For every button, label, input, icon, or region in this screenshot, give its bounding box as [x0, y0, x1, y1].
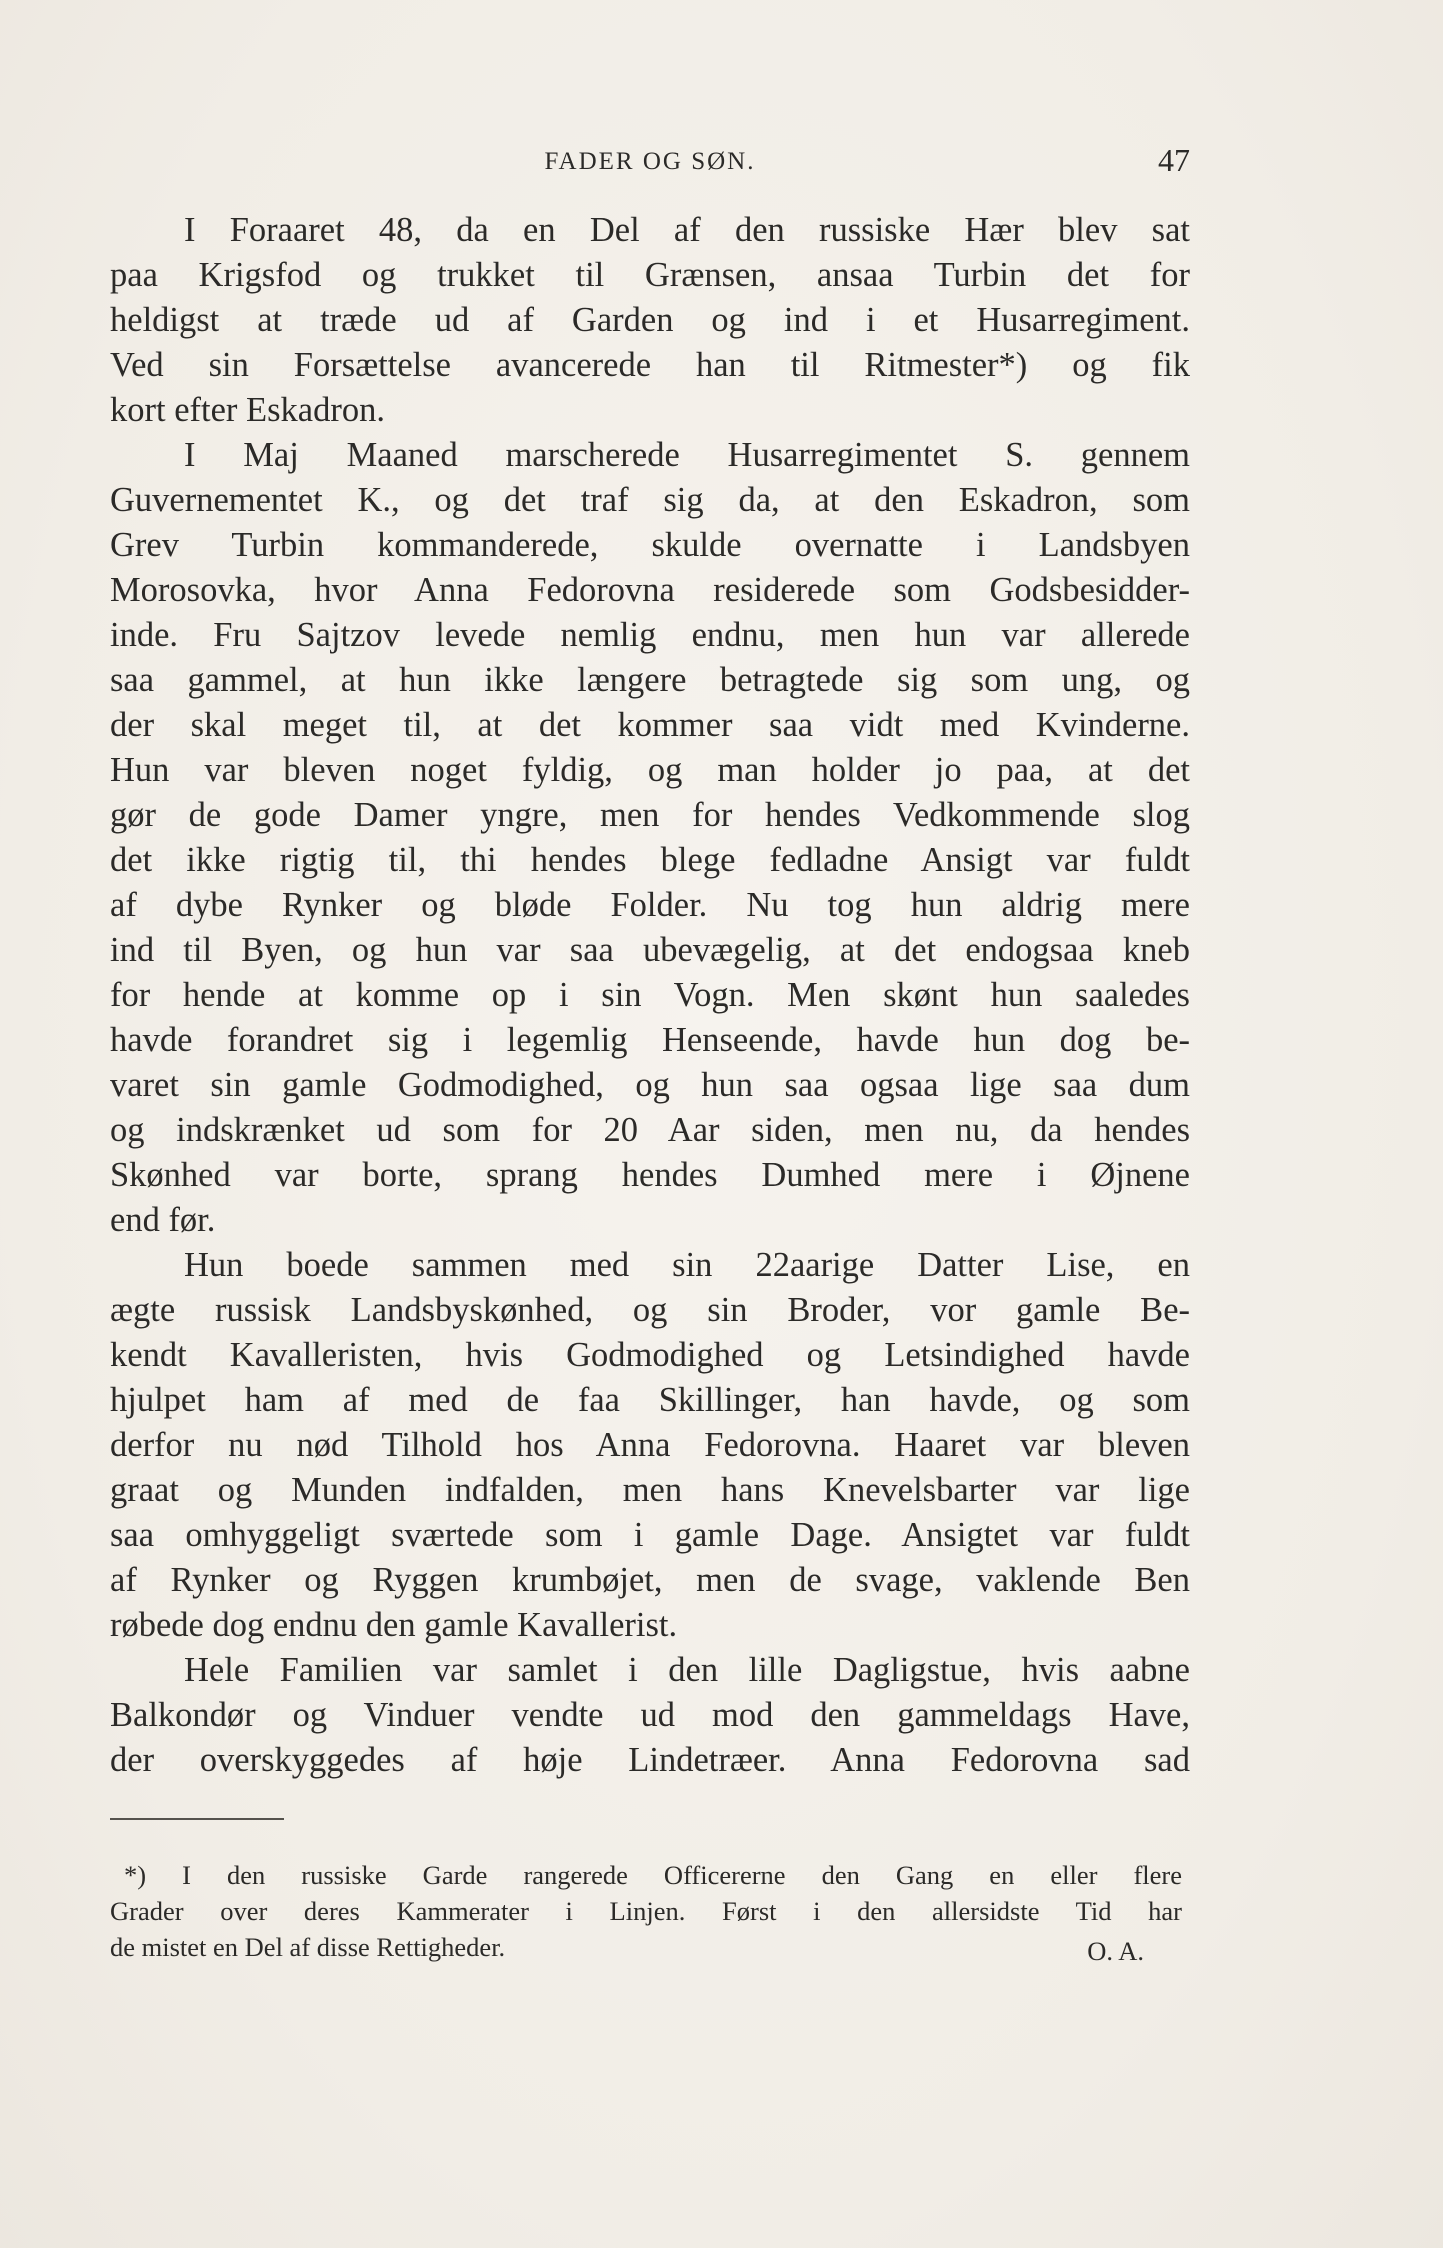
- text-line: der skal meget til, at det kommer saa vidt med Kvinderne.: [110, 706, 1190, 744]
- body-text: [110, 208, 1190, 1783]
- text-line: I Foraaret 48, da en Del af den russiske Hær blev sat: [184, 211, 1190, 249]
- text-line: derfor nu nød Tilhold hos Anna Fedorovna. Haaret var bleven: [110, 1426, 1190, 1464]
- text-line: paa Krigsfod og trukket til Grænsen, ansaa Turbin det for: [110, 256, 1190, 294]
- text-line: Ved sin Forsættelse avancerede han til Ritmester*) og fik: [110, 346, 1190, 384]
- text-line: det ikke rigtig til, thi hendes blege fedladne Ansigt var fuldt: [110, 841, 1190, 879]
- text-line: røbede dog endnu den gamle Kavallerist.: [110, 1606, 678, 1644]
- text-line: Skønhed var borte, sprang hendes Dumhed mere i Øjnene: [110, 1156, 1190, 1194]
- text-line: Hele Familien var samlet i den lille Dagligstue, hvis aabne: [184, 1651, 1190, 1689]
- page-header: [110, 142, 1190, 182]
- text-line: der overskyggedes af høje Lindetræer. Anna Fedorovna sad: [110, 1741, 1190, 1779]
- footnote-rule: [110, 1818, 284, 1820]
- text-line: Morosovka, hvor Anna Fedorovna residerede som Godsbesidder-: [110, 571, 1190, 609]
- text-line: saa gammel, at hun ikke længere betragtede sig som ung, og: [110, 661, 1190, 699]
- text-line: Hun boede sammen med sin 22aarige Datter Lise, en: [184, 1246, 1190, 1284]
- text-line: gør de gode Damer yngre, men for hendes Vedkommende slog: [110, 796, 1190, 834]
- text-line: I Maj Maaned marscherede Husarregimentet S. gennem: [184, 436, 1190, 474]
- text-line: Grev Turbin kommanderede, skulde overnatte i Landsbyen: [110, 526, 1190, 564]
- text-line: varet sin gamle Godmodighed, og hun saa ogsaa lige saa dum: [110, 1066, 1190, 1104]
- footnote: [110, 1857, 1182, 1965]
- text-line: og indskrænket ud som for 20 Aar siden, men nu, da hendes: [110, 1111, 1190, 1149]
- text-line: end før.: [110, 1201, 216, 1239]
- footnote-line: *) I den russiske Garde rangerede Officererne den Gang en eller flere: [124, 1860, 1182, 1890]
- text-line: Balkondør og Vinduer vendte ud mod den gammeldags Have,: [110, 1696, 1190, 1734]
- text-line: ægte russisk Landsbyskønhed, og sin Broder, vor gamle Be-: [110, 1291, 1190, 1329]
- text-line: heldigst at træde ud af Garden og ind i et Husarregiment.: [110, 301, 1190, 339]
- text-line: kort efter Eskadron.: [110, 391, 385, 429]
- footnote-line: Grader over deres Kammerater i Linjen. Først i den allersidste Tid har: [110, 1896, 1182, 1926]
- text-line: Hun var bleven noget fyldig, og man holder jo paa, at det: [110, 751, 1190, 789]
- text-line: Guvernementet K., og det traf sig da, at den Eskadron, som: [110, 481, 1190, 519]
- text-line: kendt Kavalleristen, hvis Godmodighed og Letsindighed havde: [110, 1336, 1190, 1374]
- text-line: graat og Munden indfalden, men hans Knevelsbarter var lige: [110, 1471, 1190, 1509]
- page-number: 47: [1158, 142, 1190, 178]
- text-line: inde. Fru Sajtzov levede nemlig endnu, men hun var allerede: [110, 616, 1190, 654]
- text-line: for hende at komme op i sin Vogn. Men skønt hun saaledes: [110, 976, 1190, 1014]
- running-title: FADER OG SØN.: [544, 148, 756, 175]
- text-line: havde forandret sig i legemlig Henseende, havde hun dog be-: [110, 1021, 1190, 1059]
- text-line: af dybe Rynker og bløde Folder. Nu tog hun aldrig mere: [110, 886, 1190, 924]
- text-line: ind til Byen, og hun var saa ubevægelig, at det endogsaa kneb: [110, 931, 1190, 969]
- footnote-signature: O. A.: [1087, 1936, 1144, 1966]
- text-line: af Rynker og Ryggen krumbøjet, men de svage, vaklende Ben: [110, 1561, 1190, 1599]
- text-line: hjulpet ham af med de faa Skillinger, han havde, og som: [110, 1381, 1190, 1419]
- text-line: saa omhyggeligt sværtede som i gamle Dage. Ansigtet var fuldt: [110, 1516, 1190, 1554]
- footnote-line: de mistet en Del af disse Rettigheder.: [110, 1932, 506, 1962]
- footnote-last-line: [110, 1929, 1182, 1965]
